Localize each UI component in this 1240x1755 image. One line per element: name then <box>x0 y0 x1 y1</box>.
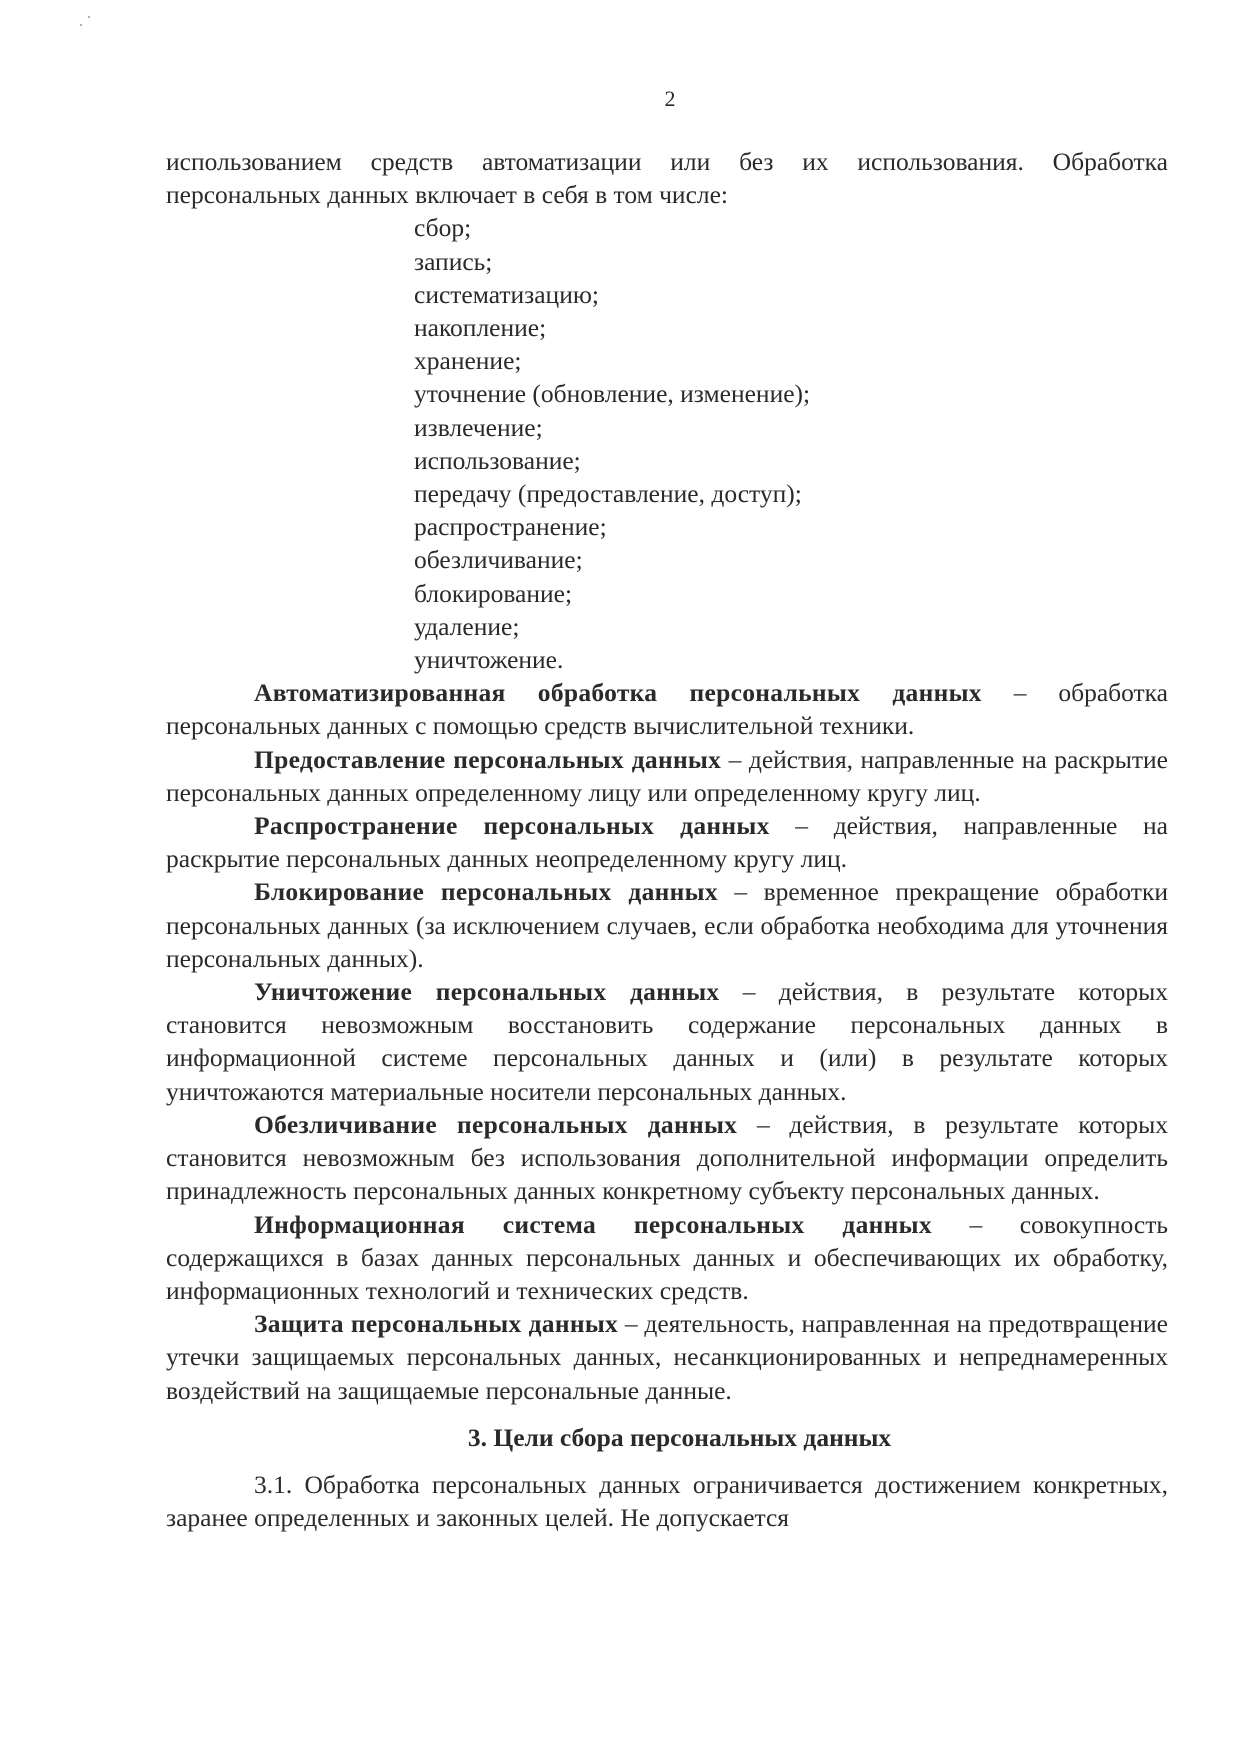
definition-paragraph <box>166 1208 1168 1308</box>
list-item: извлечение; <box>414 412 543 442</box>
definition-paragraph <box>166 1108 1168 1208</box>
definition-paragraph <box>166 743 1168 809</box>
definition-paragraph <box>166 1307 1168 1407</box>
definition-term: Автоматизированная обработка персональных данных <box>254 678 982 708</box>
intro-paragraph: использованием средств автоматизации или без их использования. Обработка персональных данных включает в себя в том числе: <box>166 147 1168 210</box>
section-paragraph: 3.1. Обработка персональных данных ограничивается достижением конкретных, заранее определенных и законных целей. Не допускается <box>166 1469 1168 1533</box>
list-item: уточнение (обновление, изменение); <box>414 379 811 409</box>
list-item: уничтожение. <box>414 645 564 675</box>
definition-term: Блокирование персональных данных <box>254 877 718 907</box>
definition-term: Обезличивание персональных данных <box>254 1109 738 1139</box>
list-item: систематизацию; <box>414 279 599 309</box>
list-item: блокирование; <box>414 578 573 608</box>
definition-term: Защита персональных данных <box>254 1309 619 1339</box>
definition-paragraph <box>166 975 1168 1108</box>
page-number: 2 <box>664 86 676 111</box>
list-item: распространение; <box>414 512 607 542</box>
list-item: использование; <box>414 445 581 475</box>
definition-term: Информационная система персональных данных <box>254 1209 932 1239</box>
list-item: удаление; <box>414 611 520 641</box>
definition-text: – действия, в результате которых становится невозможным восстановить содержание персональных данных в информационной системе персональных данных и (или) в результате которых уничтожаются материальные носители персональных данных. <box>166 977 1168 1106</box>
definition-text: – совокупность содержащихся в базах данных персональных данных и обеспечивающих их обработку, информационных технологий и технических средств. <box>166 1209 1168 1305</box>
list-item: передачу (предоставление, доступ); <box>414 479 802 509</box>
scan-speck <box>88 16 90 18</box>
list-item: хранение; <box>414 346 522 376</box>
definition-text: – действия, в результате которых становится невозможным без использования дополнительной информации определить принадлежность персональных данных конкретному субъекту персональных данных. <box>166 1109 1168 1206</box>
processing-actions-list <box>166 211 1168 676</box>
definition-text: – действия, направленные на раскрытие персональных данных определенному лицу или определенному кругу лиц. <box>166 744 1168 807</box>
definition-text: – обработка персональных данных с помощью средств вычислительной техники. <box>166 678 1168 741</box>
section-heading: 3. Цели сбора персональных данных <box>467 1422 892 1452</box>
list-item: запись; <box>414 246 493 276</box>
definition-term: Предоставление персональных данных <box>254 744 722 774</box>
definition-paragraph <box>166 875 1168 975</box>
list-item: накопление; <box>414 313 547 343</box>
list-item: сбор; <box>414 213 472 243</box>
list-item: обезличивание; <box>414 545 583 575</box>
definition-text: – деятельность, направленная на предотвращение утечки защищаемых персональных данных, несанкционированных и непреднамеренных воздействий на защищаемые персональные данные. <box>166 1309 1168 1405</box>
definition-term: Уничтожение персональных данных <box>254 977 720 1007</box>
scan-speck <box>80 24 82 26</box>
definition-text: – действия, направленные на раскрытие персональных данных неопределенному кругу лиц. <box>166 811 1168 874</box>
definition-text: – временное прекращение обработки персональных данных (за исключением случаев, если обработка необходима для уточнения персональных данных). <box>166 877 1168 973</box>
definition-term: Распространение персональных данных <box>254 811 770 841</box>
document-body <box>166 145 1168 1534</box>
definition-paragraph <box>166 809 1168 875</box>
definition-paragraph <box>166 676 1168 742</box>
